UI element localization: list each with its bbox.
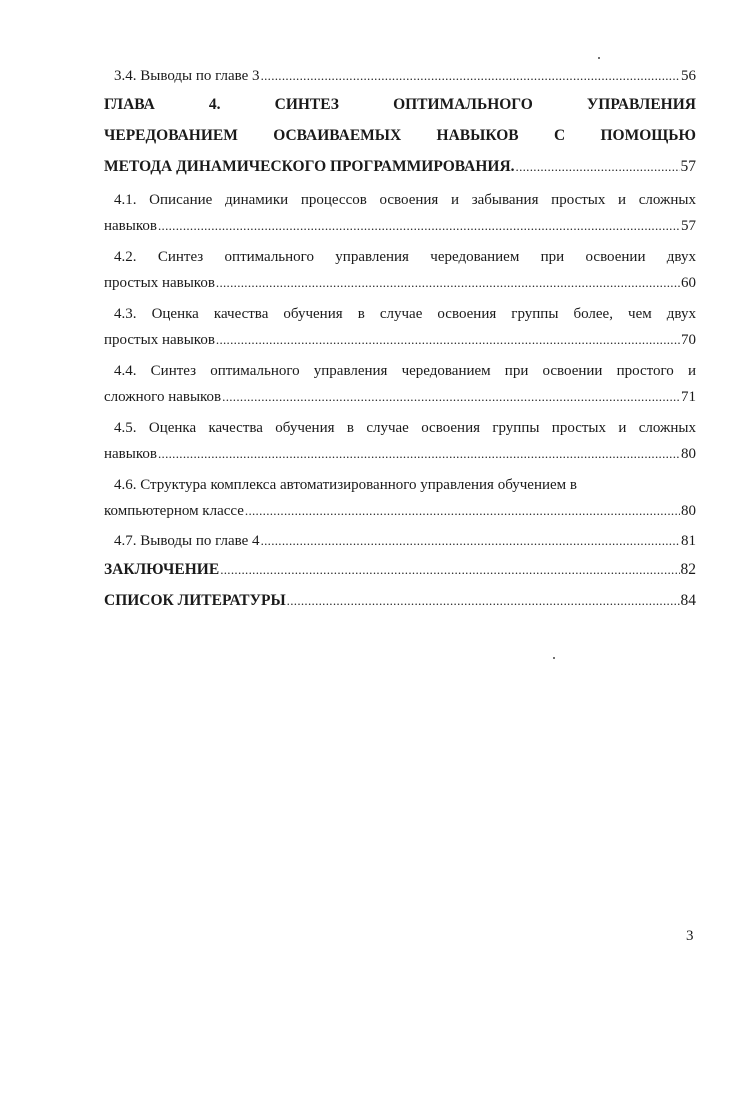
toc-entry-page: 80	[681, 503, 696, 519]
page-number: 3	[686, 928, 694, 944]
dot-leader	[516, 161, 680, 171]
toc-entry-4-5-line-1: 4.5. Оценка качества обучения в случае освоения группы простых и сложных	[114, 420, 696, 436]
toc-entry-page: 71	[681, 389, 696, 405]
toc-entry-4-3-line-2	[104, 327, 696, 353]
toc-entry-page: 84	[680, 592, 696, 609]
dot-leader	[287, 595, 680, 605]
toc-entry-4-2-line-1: 4.2. Синтез оптимального управления чередованием при освоении двух	[114, 249, 696, 265]
dot-leader	[245, 505, 680, 515]
dot-leader	[222, 391, 680, 401]
toc-entry-page: 57	[681, 218, 696, 234]
toc-entry-conclusion	[104, 554, 696, 585]
toc-entry-4-4-line-2	[104, 384, 696, 410]
toc-entry-4-2-line-2	[104, 270, 696, 296]
toc-entry-page: 60	[681, 275, 696, 291]
dot-leader	[216, 277, 680, 287]
scan-speck	[598, 57, 600, 59]
toc-entry-title: компьютерном классе	[104, 503, 244, 519]
toc-entry-title: простых навыков	[104, 332, 215, 348]
dot-leader	[261, 535, 680, 545]
dot-leader	[220, 564, 679, 574]
toc-entry-page: 82	[680, 561, 696, 578]
toc-chapter-4-line-1: ГЛАВА 4. СИНТЕЗ ОПТИМАЛЬНОГО УПРАВЛЕНИЯ	[104, 96, 696, 113]
toc-entry-title: СПИСОК ЛИТЕРАТУРЫ	[104, 592, 286, 609]
toc-entry-page: 56	[681, 68, 696, 84]
table-of-contents	[104, 63, 696, 616]
toc-entry-title: навыков	[104, 218, 157, 234]
toc-entry-4-7	[104, 528, 696, 554]
toc-entry-4-4-line-1: 4.4. Синтез оптимального управления чередованием при освоении простого и	[114, 363, 696, 379]
dot-leader	[261, 70, 680, 80]
toc-entry-page: 80	[681, 446, 696, 462]
toc-entry-4-1-line-2	[104, 213, 696, 239]
toc-entry-title: 4.7. Выводы по главе 4	[114, 533, 260, 549]
toc-entry-page: 70	[681, 332, 696, 348]
dot-leader	[158, 448, 680, 458]
toc-entry-3-4	[104, 63, 696, 89]
toc-entry-4-5-line-2	[104, 441, 696, 467]
toc-chapter-4-line-2: ЧЕРЕДОВАНИЕМ ОСВАИВАЕМЫХ НАВЫКОВ С ПОМОЩЬЮ	[104, 127, 696, 144]
toc-entry-4-6-line-1	[104, 472, 696, 498]
dot-leader	[158, 220, 680, 230]
toc-chapter-4-line-3	[104, 151, 696, 182]
toc-chapter-title-end: МЕТОДА ДИНАМИЧЕСКОГО ПРОГРАММИРОВАНИЯ.	[104, 158, 515, 175]
toc-entry-page: 57	[680, 158, 696, 175]
toc-entry-title: 4.6. Структура комплекса автоматизированного управления обучением в	[114, 477, 577, 493]
toc-entry-page: 81	[681, 533, 696, 549]
toc-entry-4-1-line-1: 4.1. Описание динамики процессов освоения и забывания простых и сложных	[114, 192, 696, 208]
scan-speck	[553, 657, 555, 659]
toc-entry-title: сложного навыков	[104, 389, 222, 405]
toc-entry-title: ЗАКЛЮЧЕНИЕ	[104, 561, 220, 578]
toc-entry-4-6-line-2	[104, 498, 696, 524]
dot-leader	[216, 334, 680, 344]
toc-entry-references	[104, 585, 696, 616]
toc-entry-4-3-line-1: 4.3. Оценка качества обучения в случае освоения группы более, чем двух	[114, 306, 696, 322]
toc-entry-title: 3.4. Выводы по главе 3	[114, 68, 260, 84]
toc-entry-title: навыков	[104, 446, 157, 462]
toc-entry-title: простых навыков	[104, 275, 215, 291]
